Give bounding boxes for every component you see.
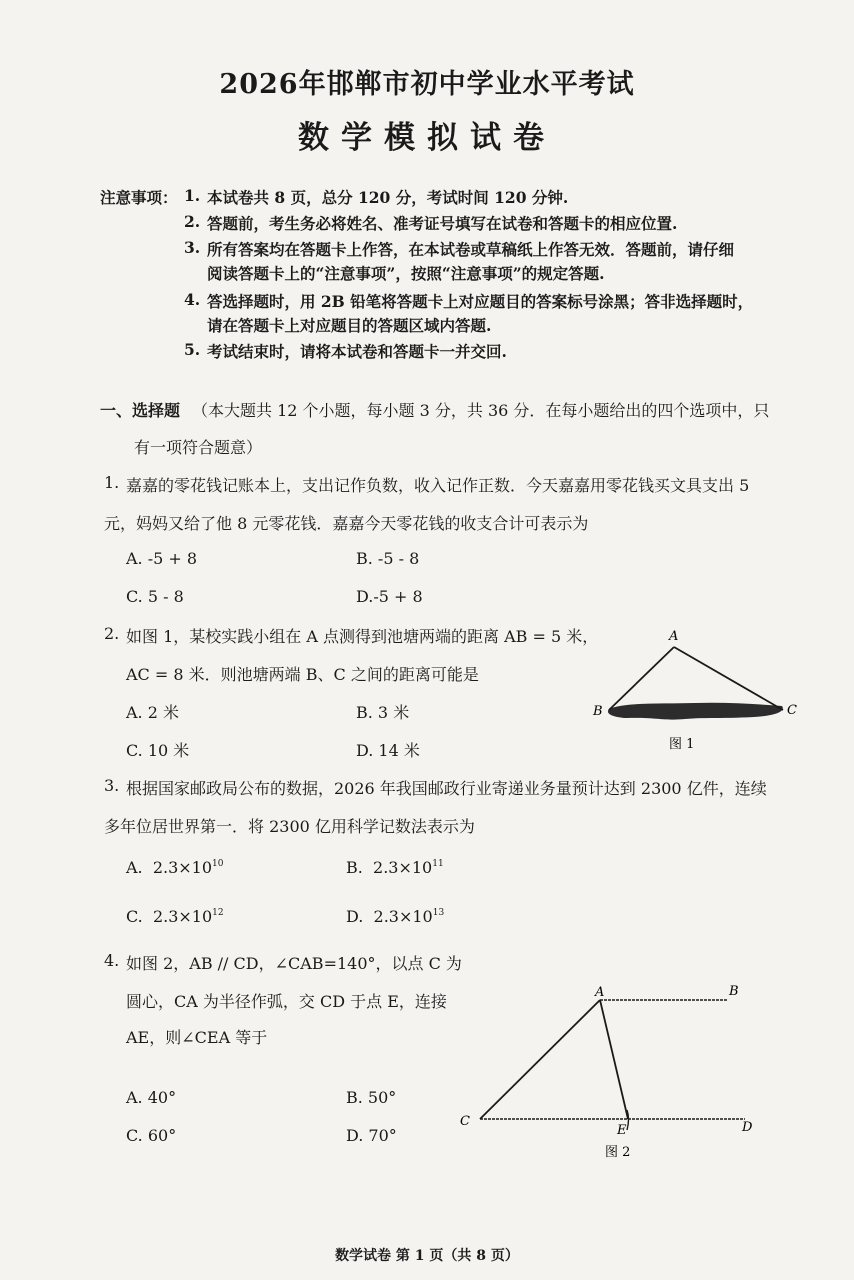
notice-item-1-text: 本试卷共 8 页，总分 120 分，考试时间 120 分钟. — [207, 188, 569, 207]
segment-ca — [480, 1000, 600, 1119]
q2-option-a: A. 2 米 — [126, 703, 179, 722]
q2-option-b: B. 3 米 — [356, 703, 410, 722]
q2-number: 2. — [104, 624, 120, 643]
fig1-label-c: C — [787, 703, 797, 718]
notice-item-4-num: 4. — [184, 290, 201, 309]
q1-number: 1. — [104, 473, 120, 492]
arc-mark — [627, 1110, 629, 1130]
section-title: 一、选择题 — [100, 401, 181, 420]
q2-stem-2: AC = 8 米．则池塘两端 B、C 之间的距离可能是 — [126, 665, 479, 684]
exam-title: 2026年邯郸市初中学业水平考试 — [219, 69, 635, 100]
q4-option-b: B. 50° — [346, 1088, 397, 1107]
notice-item-2-text: 答题前，考生务必将姓名、准考证号填写在试卷和答题卡的相应位置. — [207, 214, 678, 233]
q4-option-c: C. 60° — [126, 1126, 177, 1145]
q2-stem-1: 如图 1，某校实践小组在 A 点测得到池塘两端的距离 AB = 5 米， — [126, 627, 599, 646]
page-footer: 数学试卷 第 1 页（共 8 页） — [335, 1248, 519, 1264]
notice-item-4-text-2: 请在答题卡上对应题目的答题区域内答题. — [207, 316, 492, 335]
section-desc-1: （本大题共 12 个小题，每小题 3 分，共 36 分．在每小题给出的四个选项中，只 — [192, 401, 770, 420]
q4-stem-3: AE，则∠CEA 等于 — [126, 1028, 268, 1047]
q3-stem-1: 根据国家邮政局公布的数据，2026 年我国邮政行业寄递业务量预计达到 2300 亿件，连续 — [126, 779, 767, 798]
notice-item-4-text-1: 答选择题时，用 2B 铅笔将答题卡上对应题目的答案标号涂黑；答非选择题时， — [207, 292, 754, 311]
q3-number: 3. — [104, 776, 120, 795]
notice-item-5-num: 5. — [184, 340, 201, 359]
fig2-caption: 图 2 — [605, 1145, 631, 1160]
q4-option-a: A. 40° — [126, 1088, 177, 1107]
fig1-label-b: B — [593, 704, 603, 719]
section-desc-2: 有一项符合题意） — [134, 438, 263, 457]
fig1-caption: 图 1 — [669, 737, 695, 752]
pond-shape — [608, 703, 783, 720]
q4-option-d: D. 70° — [346, 1126, 397, 1145]
fig2-label-b: B — [729, 984, 739, 999]
q1-option-c: C. 5 - 8 — [126, 587, 184, 606]
exam-subtitle: 数学模拟试卷 — [298, 120, 556, 156]
q1-option-a: A. -5 + 8 — [126, 549, 198, 568]
q1-option-b: B. -5 - 8 — [356, 549, 420, 568]
q1-stem-1: 嘉嘉的零花钱记账本上，支出记作负数，收入记作正数．今天嘉嘉用零花钱买文具支出 5 — [126, 476, 750, 495]
figure-1 — [585, 622, 805, 762]
notice-item-3-text-1: 所有答案均在答题卡上作答，在本试卷或草稿纸上作答无效．答题前，请仔细 — [207, 240, 735, 259]
notice-item-5-text: 考试结束时，请将本试卷和答题卡一并交回. — [207, 342, 507, 361]
segment-ac — [674, 647, 783, 710]
notice-item-3-num: 3. — [184, 238, 201, 257]
notice-item-2-num: 2. — [184, 212, 201, 231]
q2-option-c: C. 10 米 — [126, 741, 190, 760]
fig2-label-d: D — [742, 1120, 753, 1135]
q3-option-a: A. $2.3\times 10^{10}$ — [126, 858, 224, 877]
q3-option-b: B. $2.3\times 10^{11}$ — [346, 858, 444, 877]
fig2-label-a: A — [595, 985, 605, 1000]
fig1-label-a: A — [669, 629, 679, 644]
q3-stem-2: 多年位居世界第一．将 2300 亿用科学记数法表示为 — [104, 817, 475, 836]
q4-stem-2: 圆心，CA 为半径作弧，交 CD 于点 E，连接 — [126, 992, 447, 1011]
q3-option-c: C. $2.3\times 10^{12}$ — [126, 907, 224, 926]
q1-option-d: D.-5 + 8 — [356, 587, 423, 606]
notice-label: 注意事项： — [100, 188, 178, 207]
fig2-label-c: C — [460, 1114, 470, 1129]
q3-option-d: D. $2.3\times 10^{13}$ — [346, 907, 445, 926]
segment-ab — [609, 647, 674, 710]
q1-stem-2: 元，妈妈又给了他 8 元零花钱．嘉嘉今天零花钱的收支合计可表示为 — [104, 514, 589, 533]
fig2-label-e: E — [617, 1123, 627, 1138]
notice-item-1-num: 1. — [184, 186, 201, 205]
notice-item-3-text-2: 阅读答题卡上的“注意事项”，按照“注意事项”的规定答题. — [207, 264, 605, 283]
q2-option-d: D. 14 米 — [356, 741, 420, 760]
figure-2 — [455, 978, 775, 1168]
q4-stem-1: 如图 2，AB // CD，∠CAB=140°，以点 C 为 — [126, 954, 462, 973]
q4-number: 4. — [104, 951, 120, 970]
segment-ae — [600, 1000, 628, 1119]
